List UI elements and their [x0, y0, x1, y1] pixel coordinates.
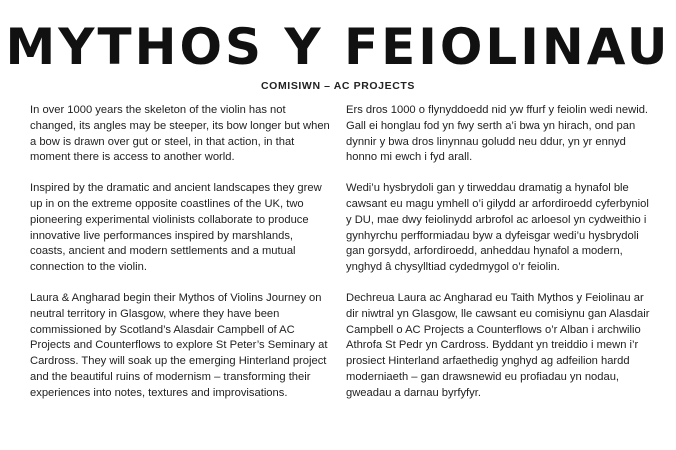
welsh-paragraph-1: Ers dros 1000 o flynyddoedd nid yw ffurf y feiolin wedi newid. Gall ei honglau fod yn fwy serth a’i bwa yn hirach, ond pan dynnir y bwa dros linynnau goludd neu ddur, yn yr ennyd honno mi ewch i fyd arall. [346, 104, 649, 164]
welsh-paragraph-3: Dechreua Laura ac Angharad eu Taith Mythos y Feiolinau ar dir niwtral yn Glasgow, lle cawsant eu comisiynu gan Alasdair Campbell o AC Projects a Counterflows o’r Alban i archwilio Athrofa St Pedr yn Cardross. Byddant yn treiddio i mewn i’r prosiect Hinterland arfaethedig ynghyd ag adfeilion hardd moderniaeth – gan drawsnewid eu profiadau yn nodau, gweadau a darnau byrfyfyr. [346, 291, 650, 399]
page-title: MYTHOS Y FEIOLINAU [5, 18, 671, 76]
english-column [30, 103, 330, 417]
english-paragraph-3: Laura & Angharad begin their Mythos of Violins Journey on neutral territory in Glasgow, where they have been commissioned by Scotland’s Alasdair Campbell of AC Projects and Counterflows to explore St Peter’s Seminary at Cardross. They will soak up the emerging Hinterland project and the beautiful ruins of modernism – transforming their experiences into notes, textures and improvisations. [30, 291, 328, 399]
welsh-paragraph-2: Wedi’u hysbrydoli gan y tirweddau dramatig a hynafol ble cawsant eu magu ymhell o’i gilydd ar arfordiroedd cyferbyniol y DU, mae dwy feiolinydd arbrofol ac arloesol yn cydweithio i gynhyrchu perfformiadau byw a dyfeisgar wedi’u hysbrydoli gan gorsydd, arfordiroedd, anheddau hynafol a modern, ynghyd â chysylltiad cydedmygol o’r feiolin. [346, 182, 649, 274]
english-paragraph-2: Inspired by the dramatic and ancient landscapes they grew up in on the extreme opposite coastlines of the UK, two pioneering experimental violinists collaborate to produce innovative live performances inspired by marshlands, coasts, ancient and modern settlements and a mutual connection to the violin. [30, 182, 322, 274]
welsh-column [346, 103, 652, 417]
english-paragraph-1: In over 1000 years the skeleton of the violin has not changed, its angles may be steeper, its bow longer but when a bow is drawn over gut or steel, in that action, in that moment there is access to another world. [30, 104, 330, 164]
page-subtitle: COMISIWN – AC PROJECTS [261, 80, 415, 92]
